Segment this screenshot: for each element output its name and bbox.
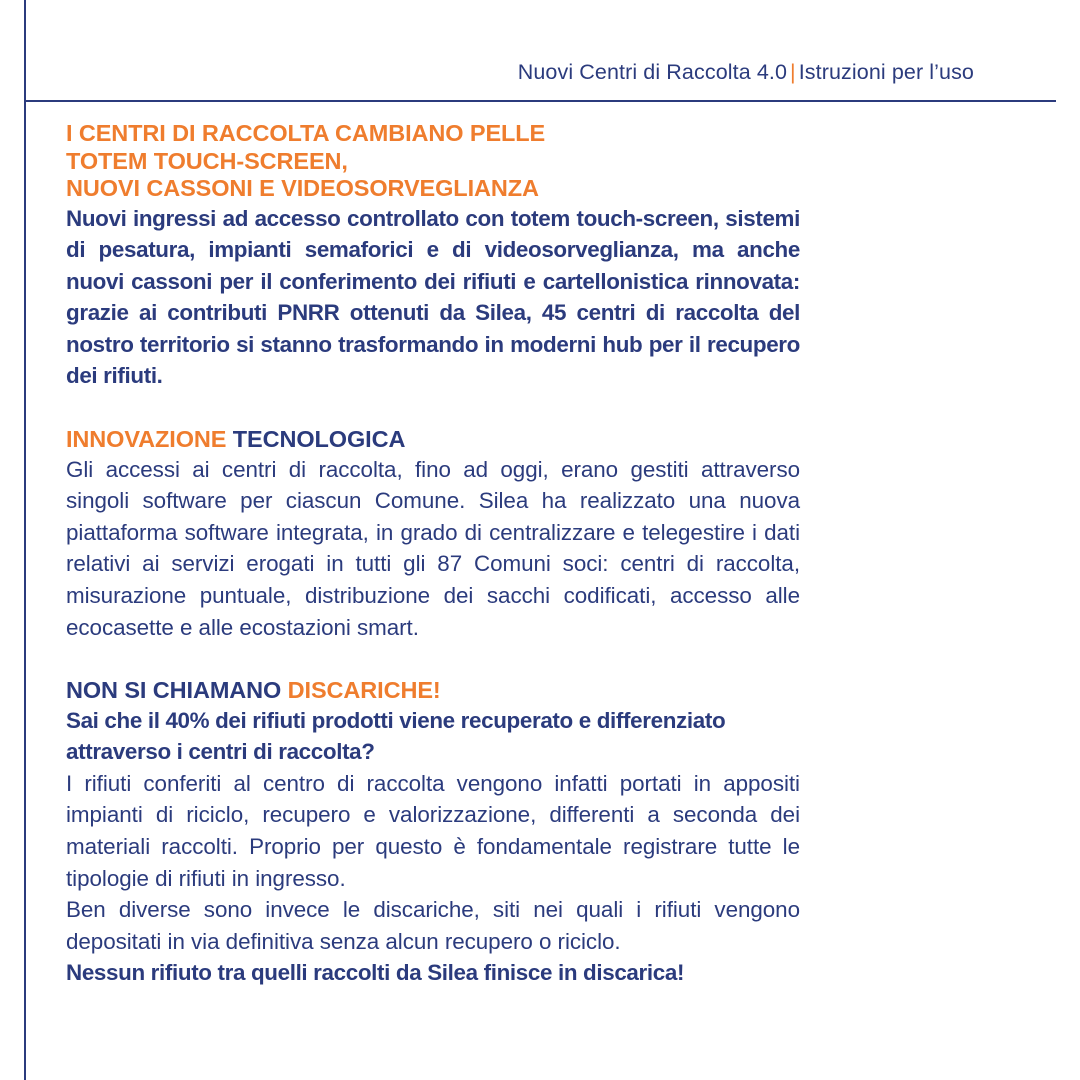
spacer-2 <box>66 643 800 677</box>
section-3-heading-part-1: NON SI CHIAMANO <box>66 677 288 704</box>
section-innovazione-tecnologica <box>66 426 800 643</box>
section-2-body: Gli accessi ai centri di raccolta, fino ad oggi, erano gestiti attraverso singoli software per ciascun Comune. Silea ha realizzato una nuova piattaforma software integrata, in grado di centralizzare e telegestire i dati relativi ai servizi erogati in tutti gli 87 Comuni soci: centri di raccolta, misurazione puntuale, distribuzione dei sacchi codificati, accesso alle ecocasette e alle ecostazioni smart. <box>66 456 800 640</box>
section-1-heading-line-3: NUOVI CASSONI E VIDEOSORVEGLIANZA <box>66 175 539 201</box>
header-title-group <box>518 60 974 85</box>
section-3-heading <box>66 677 800 705</box>
header-subtitle: Istruzioni per l’uso <box>798 60 974 84</box>
section-1-heading <box>66 120 800 203</box>
left-vertical-rule <box>24 0 26 1080</box>
section-3-body-2: Ben diverse sono invece le discariche, siti nei quali i rifiuti vengono depositati in via definitiva senza alcun recupero o riciclo. <box>66 897 800 954</box>
document-content <box>66 120 800 989</box>
header-title: Nuovi Centri di Raccolta 4.0 <box>517 60 788 84</box>
section-2-heading-part-2: TECNOLOGICA <box>226 426 406 453</box>
section-1-heading-line-2: TOTEM TOUCH-SCREEN, <box>66 147 348 174</box>
section-3-heading-part-3: ! <box>432 677 441 704</box>
section-3-closing: Nessun rifiuto tra quelli raccolti da Silea finisce in discarica! <box>66 960 685 986</box>
section-2-heading <box>66 426 800 454</box>
section-1-heading-line-1: I CENTRI DI RACCOLTA CAMBIANO PELLE <box>66 120 546 146</box>
section-centri-di-raccolta <box>66 120 800 392</box>
header-separator: | <box>790 60 796 84</box>
spacer-1 <box>66 392 800 426</box>
section-2-heading-part-1: INNOVAZIONE <box>66 426 227 453</box>
section-3-body-1: I rifiuti conferiti al centro di raccolta vengono infatti portati in appositi impianti di riciclo, recupero e valorizzazione, differenti a seconda dei materiali raccolti. Proprio per questo è fondamentale registrare tutte le tipologie di rifiuti in ingresso. <box>66 770 800 891</box>
header-divider <box>24 100 1056 102</box>
section-non-si-chiamano-discariche <box>66 677 800 989</box>
section-3-heading-part-2: DISCARICHE <box>287 677 433 704</box>
section-1-body: Nuovi ingressi ad accesso controllato con totem touch-screen, sistemi di pesatura, impianti semaforici e di videosorveglianza, ma anche nuovi cassoni per il conferimento dei rifiuti e cartellonistica rinnovata: grazie ai contributi PNRR ottenuti da Silea, 45 centri di raccolta del nostro territorio si stanno trasformando in moderni hub per il recupero dei rifiuti. <box>66 205 800 389</box>
page-header <box>24 0 1056 100</box>
section-3-question: Sai che il 40% dei rifiuti prodotti viene recuperato e differenziato attraverso i centri di raccolta? <box>66 707 726 765</box>
